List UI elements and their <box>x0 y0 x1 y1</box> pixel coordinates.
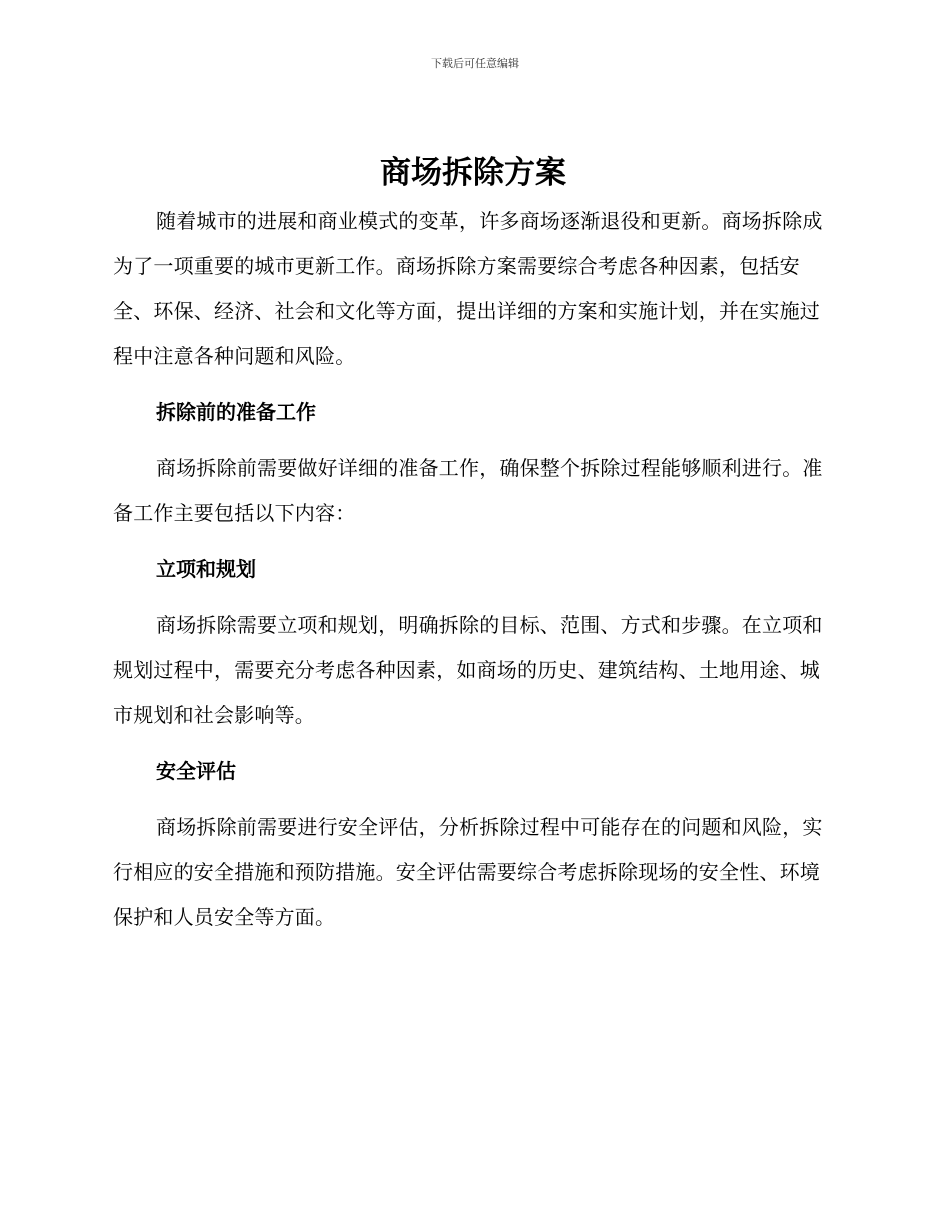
intro-paragraph: 随着城市的进展和商业模式的变革，许多商场逐渐退役和更新。商场拆除成为了一项重要的城市更新工作。商场拆除方案需要综合考虑各种因素，包括安全、环保、经济、社会和文化等方面，提出详细的方案和实施计划，并在实施过程中注意各种问题和风险。 <box>113 209 823 368</box>
section-heading-safety: 安全评估 <box>156 759 236 783</box>
section-paragraph-planning: 商场拆除需要立项和规划，明确拆除的目标、范围、方式和步骤。在立项和规划过程中，需要充分考虑各种因素，如商场的历史、建筑结构、土地用途、城市规划和社会影响等。 <box>113 613 823 727</box>
section-paragraph-preparation: 商场拆除前需要做好详细的准备工作，确保整个拆除过程能够顺利进行。准备工作主要包括以下内容： <box>113 456 823 525</box>
page-header-note: 下载后可任意编辑 <box>431 57 519 70</box>
spacer <box>113 738 833 749</box>
section-heading-preparation: 拆除前的准备工作 <box>156 400 316 424</box>
spacer <box>113 379 833 390</box>
document-body <box>113 150 833 940</box>
spacer <box>113 794 833 805</box>
section-heading-planning: 立项和规划 <box>156 557 256 581</box>
spacer <box>113 435 833 446</box>
spacer <box>113 592 833 603</box>
spacer <box>113 536 833 547</box>
document-title: 商场拆除方案 <box>380 155 566 191</box>
section-paragraph-safety: 商场拆除前需要进行安全评估，分析拆除过程中可能存在的问题和风险，实行相应的安全措施和预防措施。安全评估需要综合考虑拆除现场的安全性、环境保护和人员安全等方面。 <box>113 815 823 929</box>
